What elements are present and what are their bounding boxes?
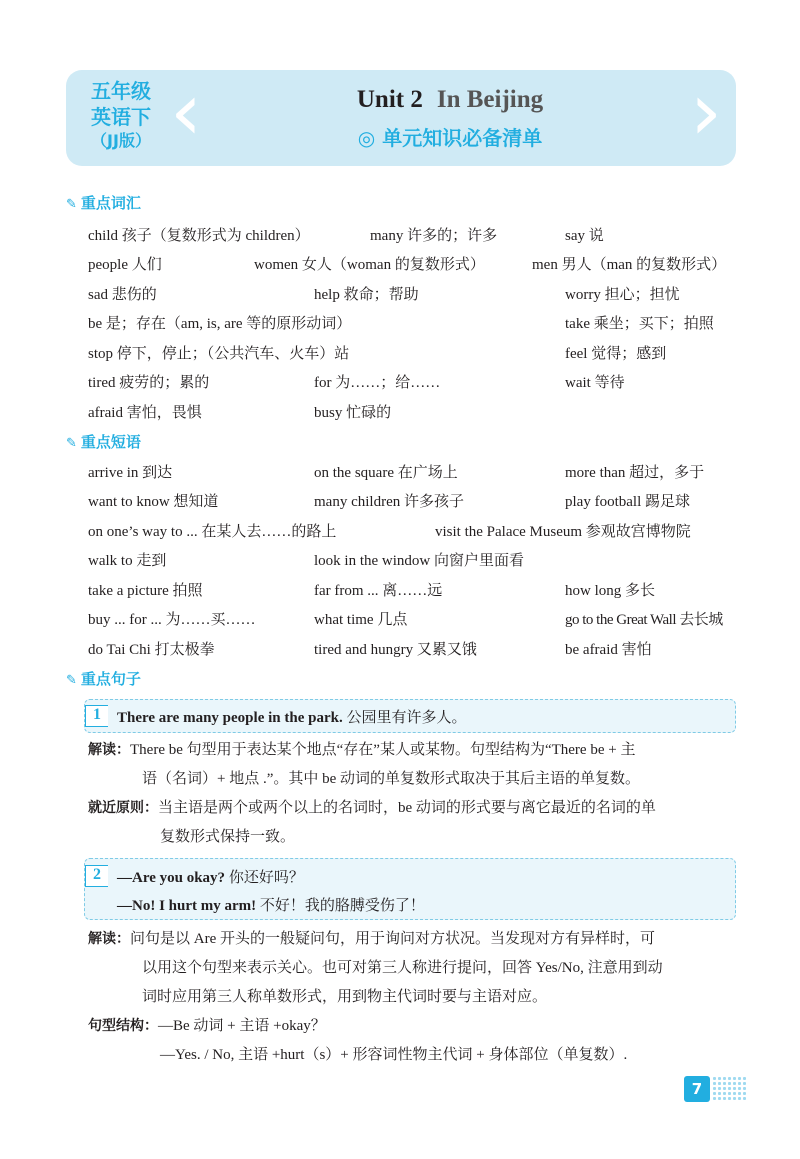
phrase-item: do Tai Chi 打太极拳 [88, 642, 215, 658]
phrase-item: buy ... for ... 为……买…… [88, 612, 256, 628]
dot-pattern-decoration [712, 1076, 748, 1102]
vocab-item: worry 担心；担忧 [565, 287, 680, 303]
right-chevron-icon: › [690, 65, 722, 158]
sentence2-explanation: 解读：问句是以 Are 开头的一般疑问句，用于询问对方状况。当发现对方有异样时，可 以用这个句型来表示关心。也可对第三人称进行提问，回答 Yes/No, 注意用到动 词时应用第三人称单数形式，用到物主代词时要与主语对应。 句型结构：—Be 动词 + 主语 +okay？ —Yes. / No, 主语 +hurt（s）+ 形容词性物主代词 + 身体部位（单复数）. [88, 931, 663, 1063]
vocab-item: women 女人（woman 的复数形式） [254, 257, 485, 273]
sentence-box-2 [84, 858, 736, 920]
vocab-item: sad 悲伤的 [88, 287, 157, 303]
page-number: 7 [684, 1076, 710, 1102]
vocab-item: many 许多的；许多 [370, 228, 498, 244]
phrase-item: look in the window 向窗户里面看 [314, 553, 524, 569]
section-sentences-title: ✎ 重点句子 [66, 670, 141, 688]
vocab-item: wait 等待 [565, 375, 625, 391]
pencil-icon: ✎ [66, 673, 77, 688]
phrase-item: take a picture 拍照 [88, 583, 203, 599]
title-box [196, 76, 704, 160]
phrase-item: on one’s way to ... 在某人去……的路上 [88, 524, 337, 540]
vocab-item: take 乘坐；买下；拍照 [565, 316, 714, 332]
section-phrases-title: ✎ 重点短语 [66, 433, 141, 451]
vocab-row [88, 224, 748, 248]
phrase-row [88, 608, 748, 632]
vocab-item: say 说 [565, 228, 604, 244]
sentence-number: 1 [85, 705, 108, 727]
phrase-item: many children 许多孩子 [314, 494, 464, 510]
vocab-row [88, 342, 748, 366]
phrase-item: far from ... 离……远 [314, 583, 443, 599]
grade-line1: 五年级 [91, 79, 151, 103]
phrase-row [88, 461, 748, 485]
vocab-item: for 为……；给…… [314, 375, 441, 391]
sentence-number: 2 [85, 865, 108, 887]
phrase-row [88, 520, 748, 544]
vocab-item: stop 停下，停止；（公共汽车、火车）站 [88, 346, 350, 362]
phrase-item: arrive in 到达 [88, 465, 173, 481]
phrase-item: on the square 在广场上 [314, 465, 458, 481]
phrase-row [88, 579, 748, 603]
phrase-item: be afraid 害怕 [565, 642, 652, 658]
sentence1-explanation: 解读：There be 句型用于表达某个地点“存在”某人或某物。句型结构为“There be + 主 语（名词）+ 地点 .”。其中 be 动词的单复数形式取决于其后主语的单复数。 就近原则：当主语是两个或两个以上的名词时，be 动词的形式要与离它最近的名词的单 复数形式保持一致。 [88, 742, 656, 845]
edition-label: （JJ版） [91, 131, 151, 150]
pencil-icon: ✎ [66, 197, 77, 212]
vocab-item: afraid 害怕，畏惧 [88, 405, 202, 421]
phrase-item: what time 几点 [314, 612, 408, 628]
page-subtitle: ◎ 单元知识必备清单 [357, 126, 543, 150]
sentence-question: —Are you okay? 你还好吗？ [117, 870, 304, 886]
vocab-row [88, 401, 748, 425]
sentence-text: There are many people in the park. 公园里有许多人。 [117, 710, 467, 726]
unit-title [196, 86, 704, 114]
phrase-item: go to the Great Wall 去长城 [565, 612, 723, 628]
pencil-icon: ✎ [66, 436, 77, 451]
phrase-row [88, 490, 748, 514]
phrase-item: tired and hungry 又累又饿 [314, 642, 477, 658]
vocab-row [88, 253, 748, 277]
left-chevron-icon: ‹ [170, 65, 202, 158]
phrase-row [88, 549, 748, 573]
vocab-item: people 人们 [88, 257, 162, 273]
vocab-item: men 男人（man 的复数形式） [532, 257, 727, 273]
grade-line2: 英语下 [91, 105, 151, 129]
vocab-row [88, 371, 748, 395]
phrase-item: walk to 走到 [88, 553, 167, 569]
section-vocabulary-title: ✎ 重点词汇 [66, 194, 141, 212]
sentence-answer: —No! I hurt my arm! 不好！我的胳膊受伤了！ [117, 898, 425, 914]
vocab-item: feel 觉得；感到 [565, 346, 667, 362]
grade-label [80, 78, 162, 152]
unit-number: Unit 2 [356, 86, 423, 113]
unit-city: In Beijing [436, 86, 544, 113]
vocab-item: busy 忙碌的 [314, 405, 392, 421]
vocab-row [88, 283, 748, 307]
sentence-box-1 [84, 699, 736, 733]
phrase-item: how long 多长 [565, 583, 656, 599]
phrase-row [88, 638, 748, 662]
phrase-item: visit the Palace Museum 参观故宫博物院 [435, 524, 691, 540]
vocab-item: child 孩子（复数形式为 children） [88, 228, 310, 244]
vocab-item: be 是；存在（am, is, are 等的原形动词） [88, 316, 352, 332]
vocab-item: tired 疲劳的；累的 [88, 375, 210, 391]
phrase-item: want to know 想知道 [88, 494, 219, 510]
vocab-row [88, 312, 748, 336]
phrase-item: play football 踢足球 [565, 494, 690, 510]
phrase-item: more than 超过，多于 [565, 465, 705, 481]
vocab-item: help 救命；帮助 [314, 287, 419, 303]
